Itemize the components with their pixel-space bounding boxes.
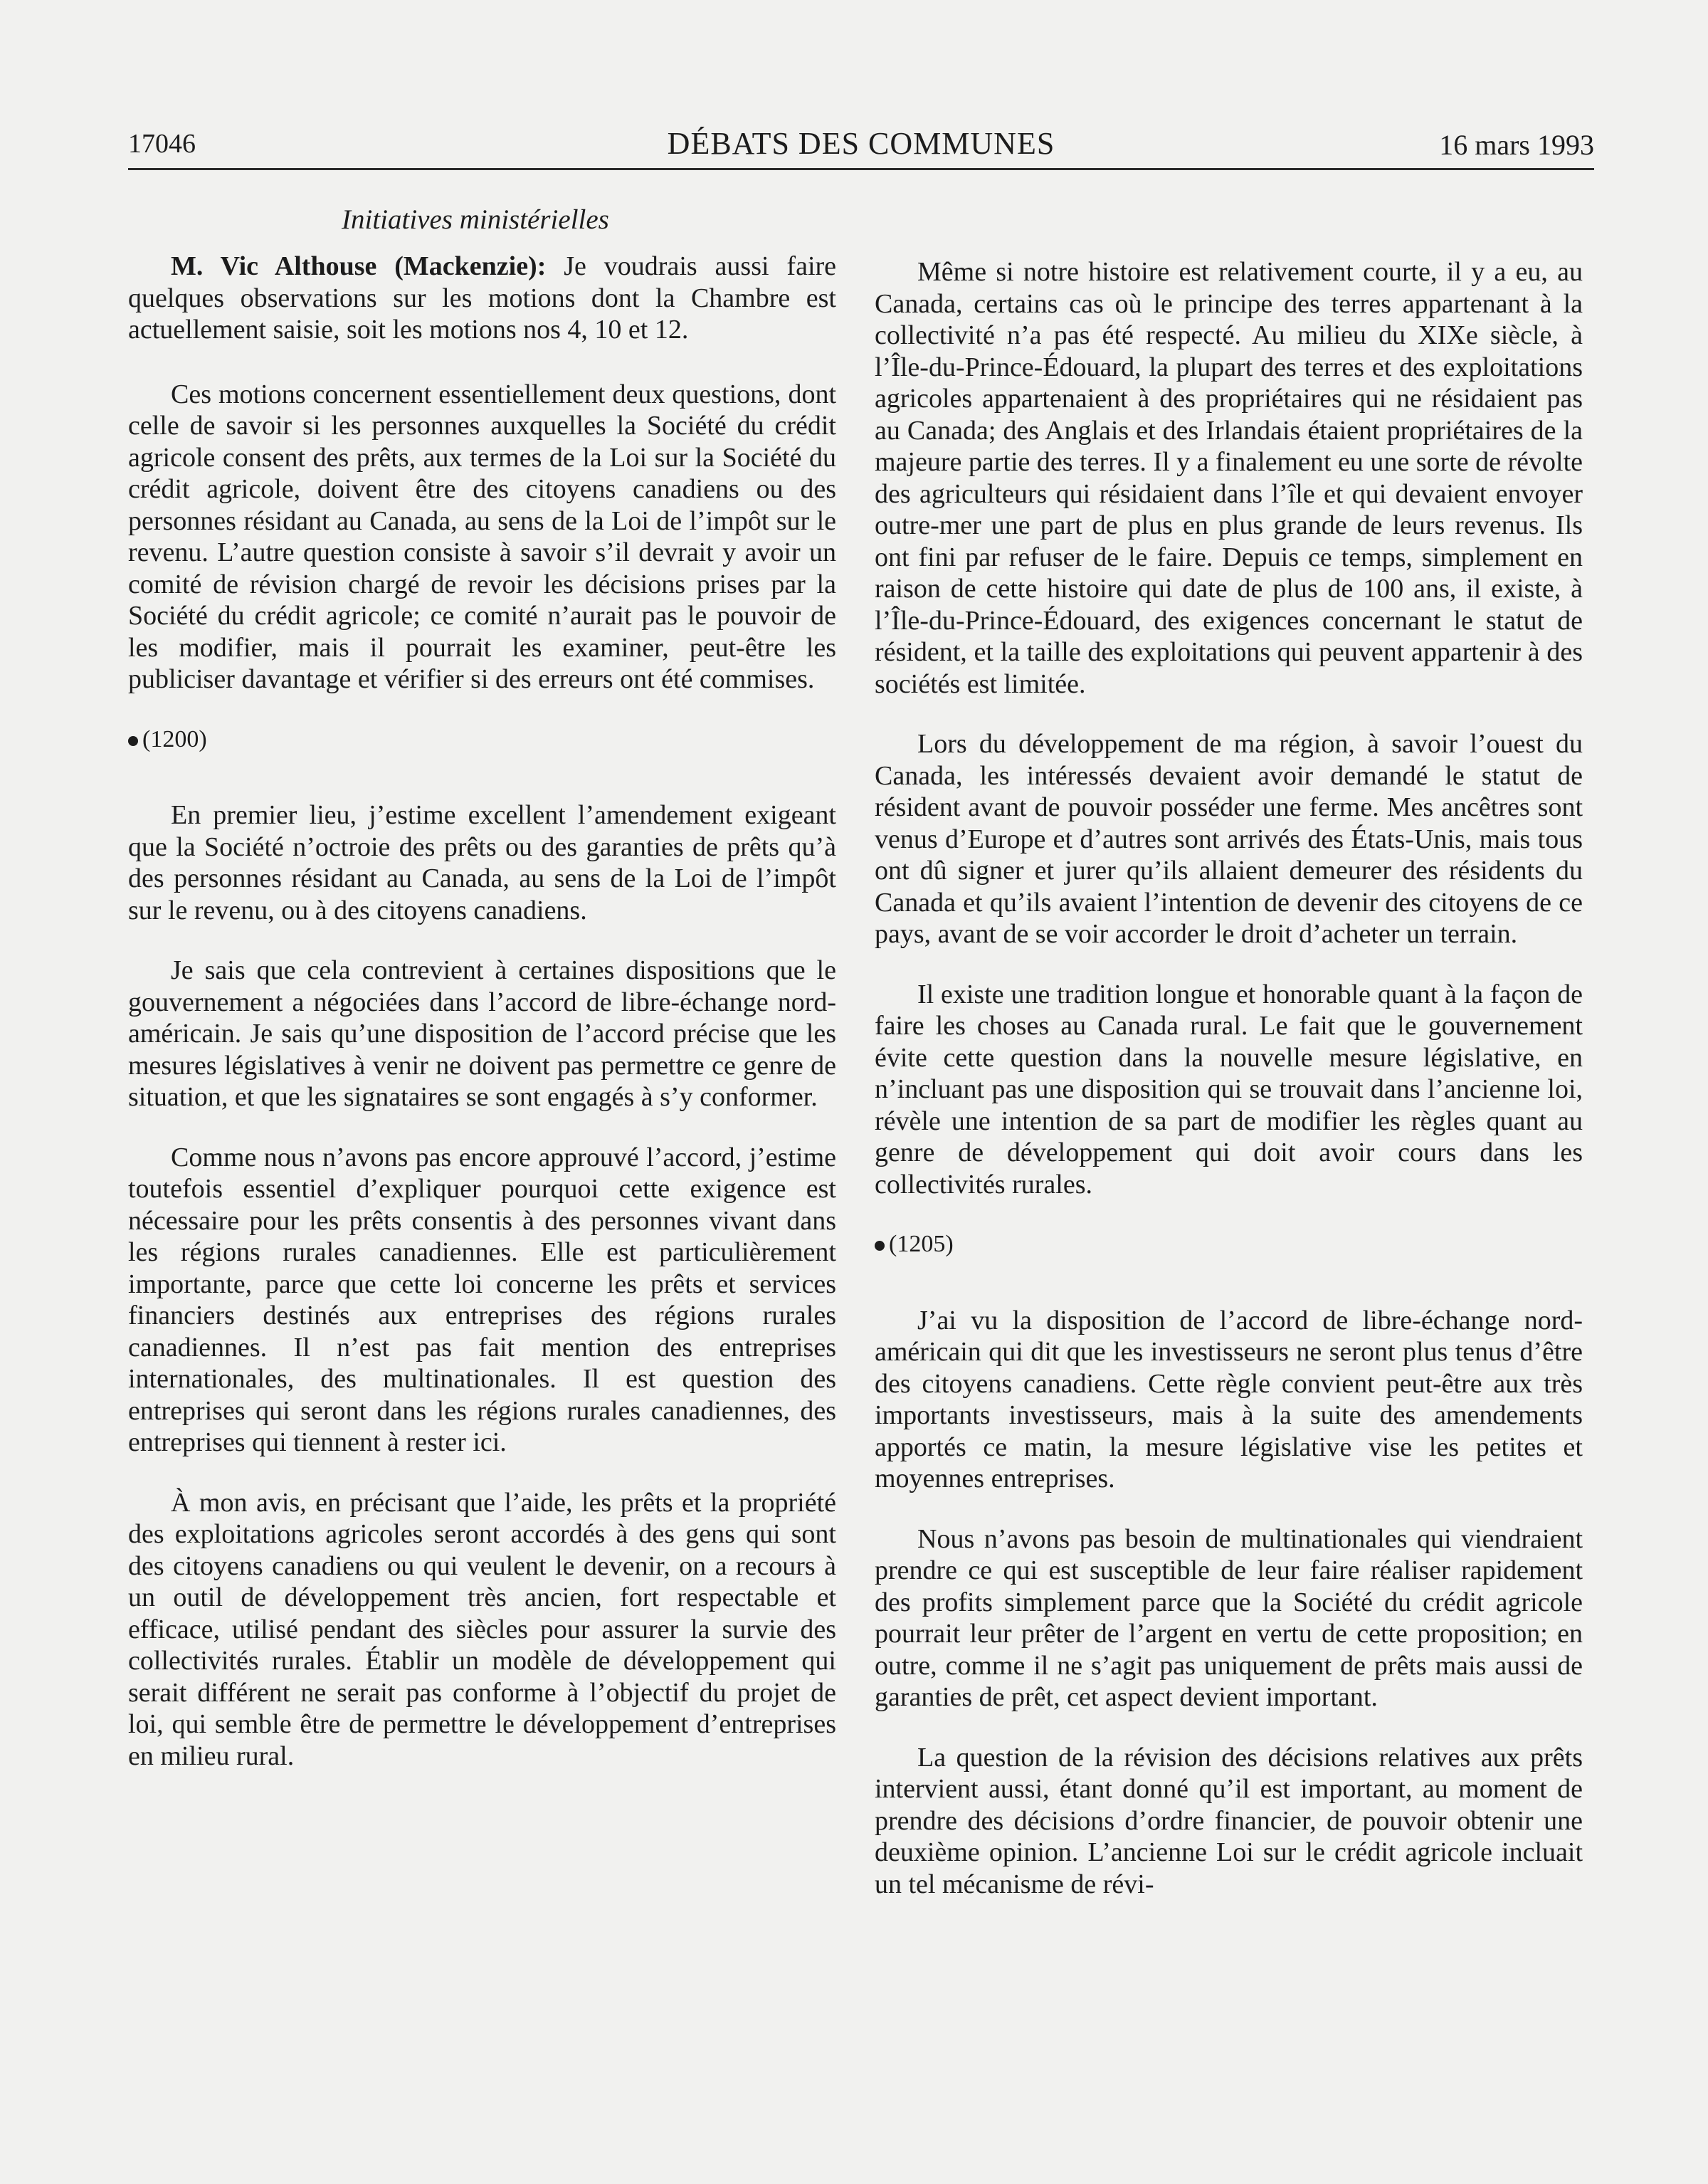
paragraph: Nous n’avons pas besoin de multinationales qui viendraient prendre ce qui est susceptible de leur faire réaliser rapidement des profits simplement parce que la Société du crédit agricole pourrait leur prêter de l’argent en vertu de cette proposition; en outre, comme il ne s’agit pas uniquement de prêts mais aussi de garanties de prêt, cet aspect devient important. bbox=[875, 1523, 1583, 1712]
timestamp-text: (1200) bbox=[142, 725, 207, 752]
paragraph: J’ai vu la disposition de l’accord de libre-échange nord-américain qui dit que les investisseurs ne seront plus tenus d’être des citoyens canadiens. Cette règle convient peut-être aux très importants investisseurs, mais à la suite des amendements apportés ce matin, la mesure législative vise les petites et moyennes entreprises. bbox=[875, 1305, 1583, 1493]
timestamp-text: (1205) bbox=[889, 1231, 954, 1257]
speaker-name: M. Vic Althouse (Mackenzie): bbox=[171, 251, 547, 281]
paragraph: À mon avis, en précisant que l’aide, les prêts et la propriété des exploitations agricoles seront accordés à des gens qui sont des citoyens canadiens ou qui veulent le devenir, on a recours à un outil de développement très ancien, fort respectable et efficace, utilisé pendant des siècles pour assurer la survie des collectivités rurales. Établir un modèle de développement qui serait différent ne serait pas conforme à l’objectif du projet de loi, qui semble être de permettre le développement d’entreprises en milieu rural. bbox=[128, 1487, 836, 1771]
page-number: 17046 bbox=[128, 129, 196, 159]
paragraph: En premier lieu, j’estime excellent l’amendement exigeant que la Société n’octroie des prêts ou des garanties de prêts qu’à des personnes résidant au Canada, au sens de la Loi de l’impôt sur le revenu, ou à des citoyens canadiens. bbox=[128, 800, 836, 925]
left-column bbox=[128, 251, 836, 1800]
right-column bbox=[875, 256, 1583, 1928]
timestamp bbox=[875, 1229, 1583, 1261]
page-header bbox=[128, 125, 1594, 170]
paragraph: Je sais que cela contrevient à certaines dispositions que le gouvernement a négociées dans l’accord de libre-échange nord-américain. Je sais qu’une disposition de l’accord précise que les mesures législatives à venir ne doivent pas permettre ce genre de situation, et que les signataires se sont engagés à s’y conformer. bbox=[128, 955, 836, 1112]
paragraph-text: Je voudrais aussi faire quelques observations sur les motions dont la Chambre est actuellement saisie, soit les motions nos 4, 10 et 12. bbox=[128, 251, 837, 345]
paragraph bbox=[128, 251, 836, 346]
paragraph: Même si notre histoire est relativement courte, il y a eu, au Canada, certains cas où le principe des terres appartenant à la collectivité n’a pas été respecté. Au milieu du XIXe siècle, à l’Île-du-Prince-Édouard, la plupart des terres et des exploitations agricoles appartenaient à des propriétaires qui ne résidaient pas au Canada; des Anglais et des Irlandais étaient propriétaires de la majeure partie des terres. Il y a finalement eu une sorte de révolte des agriculteurs qui résidaient dans l’île et qui devaient envoyer outre-mer une part de plus en plus grande de leurs revenus. Ils ont fini par refuser de le faire. Depuis ce temps, simplement en raison de cette histoire qui date de plus de 100 ans, il existe, à l’Île-du-Prince-Édouard, des exigences concernant le statut de résident, et la taille des exploitations qui peuvent appartenir à des sociétés est limitée. bbox=[875, 257, 1583, 699]
publication-title: DÉBATS DES COMMUNES bbox=[667, 126, 1055, 161]
paragraph: Comme nous n’avons pas encore approuvé l’accord, j’estime toutefois essentiel d’expliquer pourquoi cette exigence est nécessaire pour les prêts consentis à des personnes vivant dans les régions rurales canadiennes. Elle est particulièrement importante, parce que cette loi concerne les prêts et services financiers destinés aux entreprises des régions rurales canadiennes. Il n’est pas fait mention des entreprises internationales, des multinationales. Il est question des entreprises qui seront dans les régions rurales canadiennes, des entreprises qui tiennent à rester ici. bbox=[128, 1142, 836, 1457]
bullet-icon bbox=[875, 1241, 885, 1251]
paragraph: La question de la révision des décisions relatives aux prêts intervient aussi, étant donné qu’il est important, au moment de prendre des décisions d’ordre financier, de pouvoir obtenir une deuxième opinion. L’ancienne Loi sur le crédit agricole incluait un tel mécanisme de révi- bbox=[875, 1742, 1583, 1899]
paragraph: Ces motions concernent essentiellement deux questions, dont celle de savoir si les personnes auxquelles la Société du crédit agricole consent des prêts, aux termes de la Loi sur la Société du crédit agricole, doivent être des citoyens canadiens ou des personnes résidant au Canada, au sens de la Loi de l’impôt sur le revenu. L’autre question consiste à savoir s’il devrait y avoir un comité de révision chargé de revoir les décisions prises par la Société du crédit agricole; ce comité n’aurait pas le pouvoir de les modifier, mais il pourrait les examiner, peut-être les publiciser davantage et vérifier si des erreurs ont été commises. bbox=[128, 379, 836, 694]
paragraph: Lors du développement de ma région, à savoir l’ouest du Canada, les intéressés devaient avoir demandé le statut de résident avant de pouvoir posséder une ferme. Mes ancêtres sont venus d’Europe et d’autres sont arrivés des États-Unis, mais tous ont dû signer et jurer qu’ils allaient demeurer des résidents du Canada et qu’ils avaient l’intention de devenir des citoyens de ce pays, avant de se voir accorder le droit d’acheter un terrain. bbox=[875, 729, 1583, 949]
bullet-icon bbox=[128, 736, 138, 746]
paragraph: Il existe une tradition longue et honorable quant à la façon de faire les choses au Canada rural. Le fait que le gouvernement évite cette question dans la nouvelle mesure législative, en n’incluant pas une disposition qui se trouvait dans l’ancienne loi, révèle une intention de sa part de modifier les règles quant au genre de développement qui doit avoir cours dans les collectivités rurales. bbox=[875, 979, 1583, 1199]
timestamp bbox=[128, 724, 836, 756]
section-title: Initiatives ministérielles bbox=[342, 204, 609, 235]
sitting-date: 16 mars 1993 bbox=[1439, 129, 1594, 161]
